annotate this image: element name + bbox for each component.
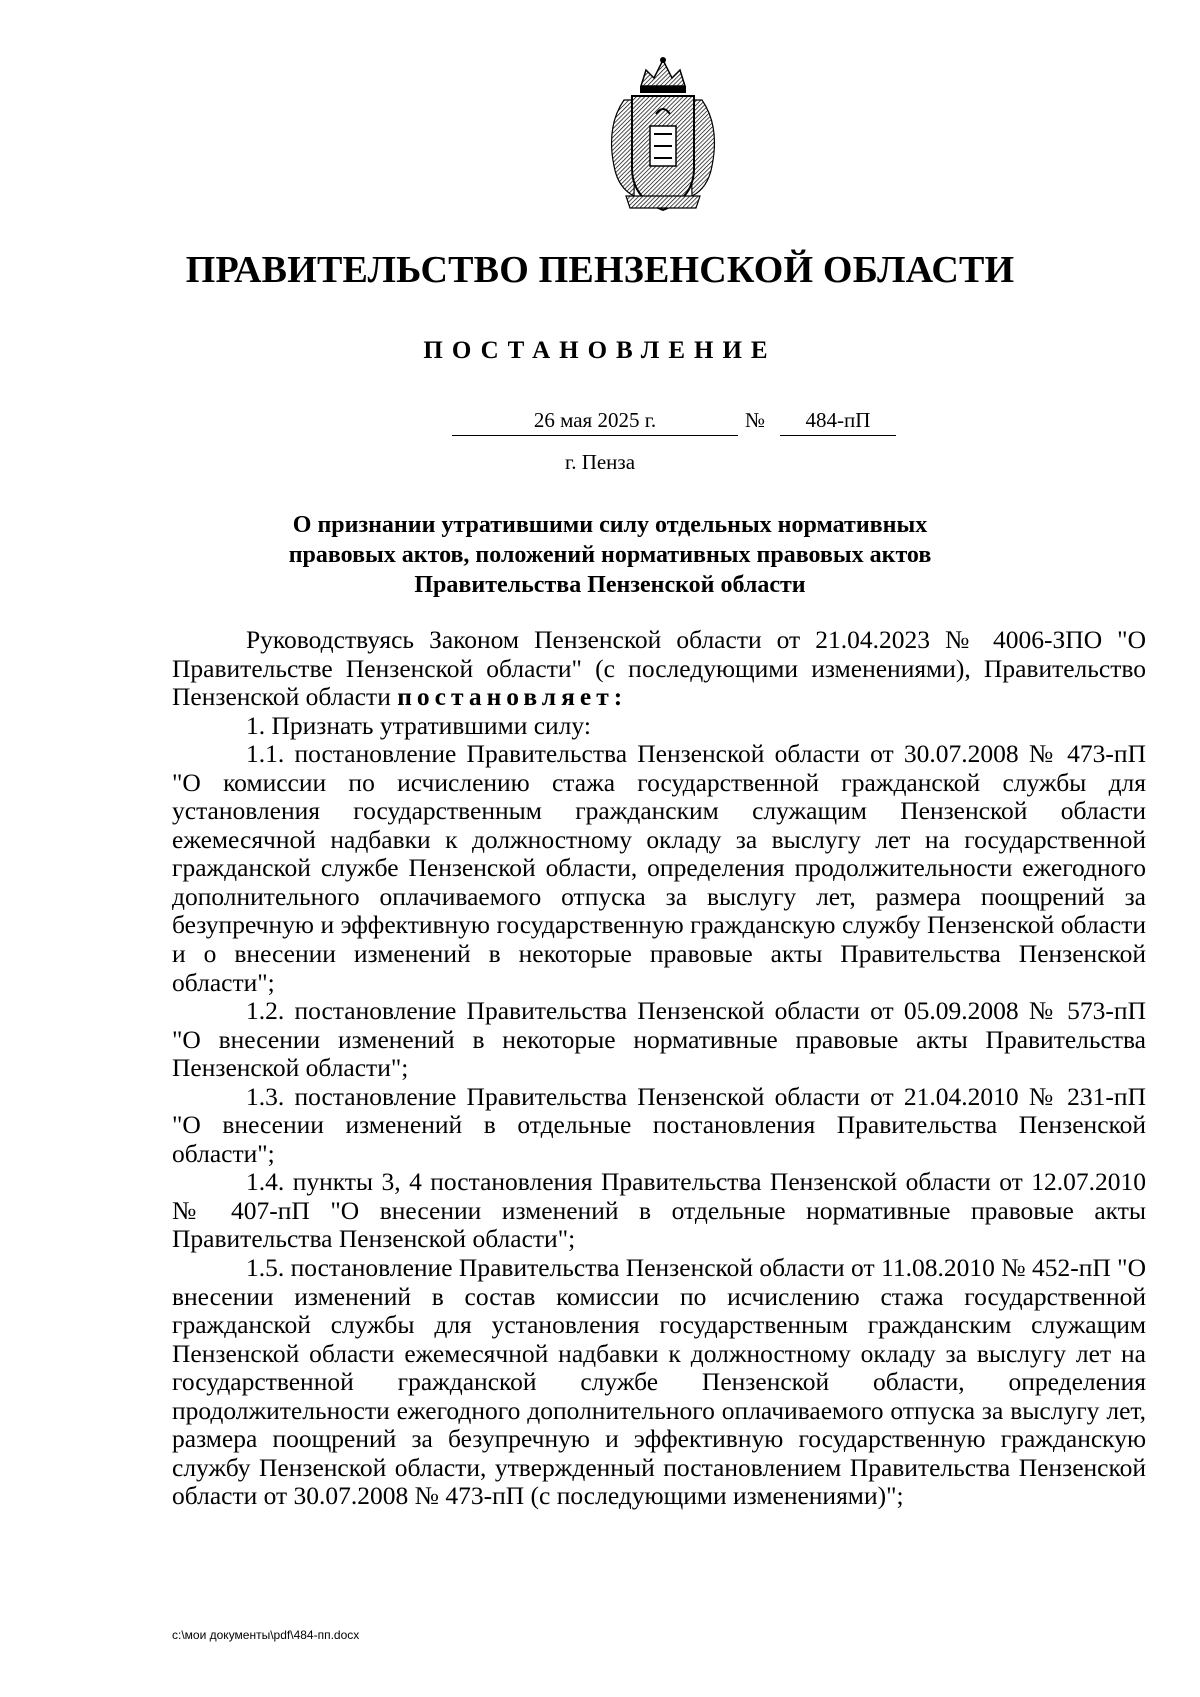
item-paragraph: 1.2. постановление Правительства Пензенской области от 05.09.2008 № 573-пП "О внесении изменений в некоторые нормативные правовые акты Правительства Пензенской области"; <box>172 996 1146 1083</box>
preamble-paragraph <box>172 626 1146 712</box>
item-paragraph: 1.5. постановление Правительства Пензенской области от 11.08.2010 № 452-пП "О внесении изменений в состав комиссии по исчислению стажа государственной гражданской службы для установления государственным гражданским служащим Пензенской области ежемесячной надбавки к должностному окладу за выслугу лет на государственной гражданской службе Пензенской области, определения продолжительности ежегодного дополнительного оплачиваемого отпуска за выслугу лет, размера поощрений за безупречную и эффективную государственную гражданскую службу Пензенской области, утвержденный постановлением Правительства Пензенской области от 30.07.2008 № 473-пП (с последующими изменениями)"; <box>172 1253 1146 1511</box>
file-path-footer: c:\мои документы\pdf\484-пп.docx <box>172 1628 360 1642</box>
coat-of-arms-icon <box>596 56 730 214</box>
subject-line: Правительства Пензенской области <box>414 572 806 598</box>
subject-line: О признании утратившими силу отдельных нормативных <box>292 512 928 538</box>
document-date: 26 мая 2025 г. <box>452 408 738 436</box>
document-type: ПОСТАНОВЛЕНИЕ <box>423 337 777 364</box>
subject-line: правовых актов, положений нормативных правовых актов <box>288 542 932 568</box>
document-body <box>172 626 1146 1511</box>
item-paragraph: 1.1. постановление Правительства Пензенской области от 30.07.2008 № 473-пП "О комиссии по исчислению стажа государственной гражданской службы для установления государственным гражданским служащим Пензенской области ежемесячной надбавки к должностному окладу за выслугу лет на государственной гражданской службе Пензенской области, определения продолжительности ежегодного дополнительного оплачиваемого отпуска за выслугу лет, размера поощрений за безупречную и эффективную государственную гражданскую службу Пензенской области и о внесении изменений в некоторые правовые акты Правительства Пензенской области"; <box>172 739 1146 997</box>
date-number-line <box>0 408 1200 438</box>
document-number: 484-пП <box>780 408 896 436</box>
item-paragraph: 1.4. пункты 3, 4 постановления Правительства Пензенской области от 12.07.2010 № 407-пП "О внесении изменений в отдельные нормативные правовые акты Правительства Пензенской области"; <box>172 1167 1146 1254</box>
item-paragraph: 1. Признать утратившими силу: <box>246 710 591 740</box>
city: г. Пенза <box>564 450 636 474</box>
organization-title: ПРАВИТЕЛЬСТВО ПЕНЗЕНСКОЙ ОБЛАСТИ <box>185 249 1015 291</box>
document-subject <box>200 510 1020 600</box>
preamble-text: Руководствуясь Законом Пензенской области от 21.04.2023 № 4006-ЗПО "О Правительстве Пензенской области" (с последующими изменениями), Правительство Пензенской области <box>172 625 1146 712</box>
decree-word: постановляет: <box>397 682 628 712</box>
number-sign: № <box>745 408 766 432</box>
item-paragraph: 1.3. постановление Правительства Пензенской области от 21.04.2010 № 231-пП "О внесении изменений в отдельные постановления Правительства Пензенской области"; <box>172 1081 1146 1168</box>
